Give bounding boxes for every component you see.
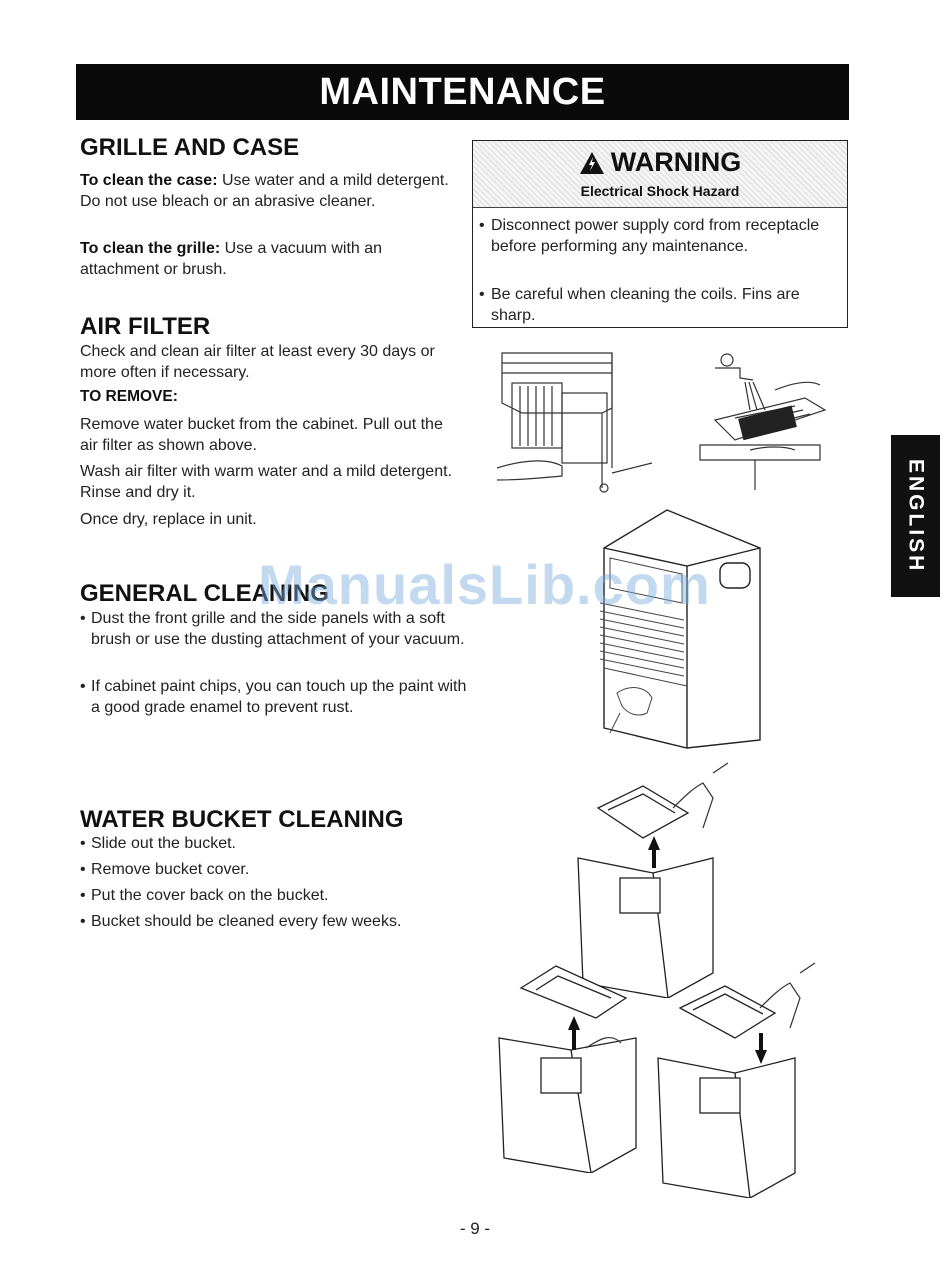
page-number: - 9 -: [459, 1219, 491, 1238]
grille-label: To clean the grille:: [80, 240, 221, 257]
warning-title-text: WARNING: [610, 147, 742, 177]
case-paragraph: [80, 170, 460, 212]
dehumidifier-illustration: [592, 508, 782, 753]
general-cleaning-heading: GENERAL CLEANING: [80, 580, 329, 607]
bucket-cover-replace-illustration: [655, 958, 825, 1198]
page-title: MAINTENANCE: [319, 70, 606, 113]
grille-heading: GRILLE AND CASE: [80, 134, 300, 161]
bucket-item: • Put the cover back on the bucket.: [80, 885, 471, 906]
title-bar: [76, 64, 849, 120]
warning-header: [473, 141, 847, 208]
air-filter-heading: AIR FILTER: [80, 313, 211, 340]
air-filter-step: Wash air filter with warm water and a mild detergent. Rinse and dry it.: [80, 463, 452, 501]
bucket-item: • Bucket should be cleaned every few weeks.: [80, 911, 471, 932]
watermark: ManualsLib.com: [258, 553, 711, 616]
general-item: • If cabinet paint chips, you can touch up the paint with a good grade enamel to prevent rust.: [80, 676, 471, 718]
bucket-item: • Remove bucket cover.: [80, 859, 471, 880]
bucket-heading: WATER BUCKET CLEANING: [80, 806, 404, 833]
warning-box: [472, 140, 848, 328]
language-tab: [891, 435, 940, 597]
air-filter-intro: Check and clean air filter at least every 30 days or more often if necessary.: [80, 343, 435, 381]
to-remove-heading: TO REMOVE:: [80, 388, 178, 405]
case-label: To clean the case:: [80, 172, 218, 189]
air-filter-step: Remove water bucket from the cabinet. Pull out the air filter as shown above.: [80, 416, 443, 454]
filter-washing-illustration: [695, 350, 830, 495]
grille-text: Use a vacuum with an attachment or brush.: [80, 240, 383, 278]
bucket-item: • Slide out the bucket.: [80, 833, 471, 854]
warning-subtitle: Electrical Shock Hazard: [580, 183, 740, 199]
warning-triangle-icon: [579, 151, 605, 175]
warning-item: • Be careful when cleaning the coils. Fins are sharp.: [479, 284, 841, 326]
warning-item: • Disconnect power supply cord from receptacle before performing any maintenance.: [479, 215, 841, 257]
case-text: Use water and a mild detergent. Do not use bleach or an abrasive cleaner.: [80, 172, 449, 210]
filter-removal-illustration: [492, 348, 662, 498]
general-item: • Dust the front grille and the side panels with a soft brush or use the dusting attachment of your vacuum.: [80, 608, 471, 650]
grille-paragraph: [80, 238, 460, 280]
language-tab-label: ENGLISH: [904, 458, 928, 574]
bucket-cover-off-illustration: [496, 958, 646, 1173]
air-filter-step: Once dry, replace in unit.: [80, 511, 257, 528]
warning-title: [473, 147, 847, 178]
